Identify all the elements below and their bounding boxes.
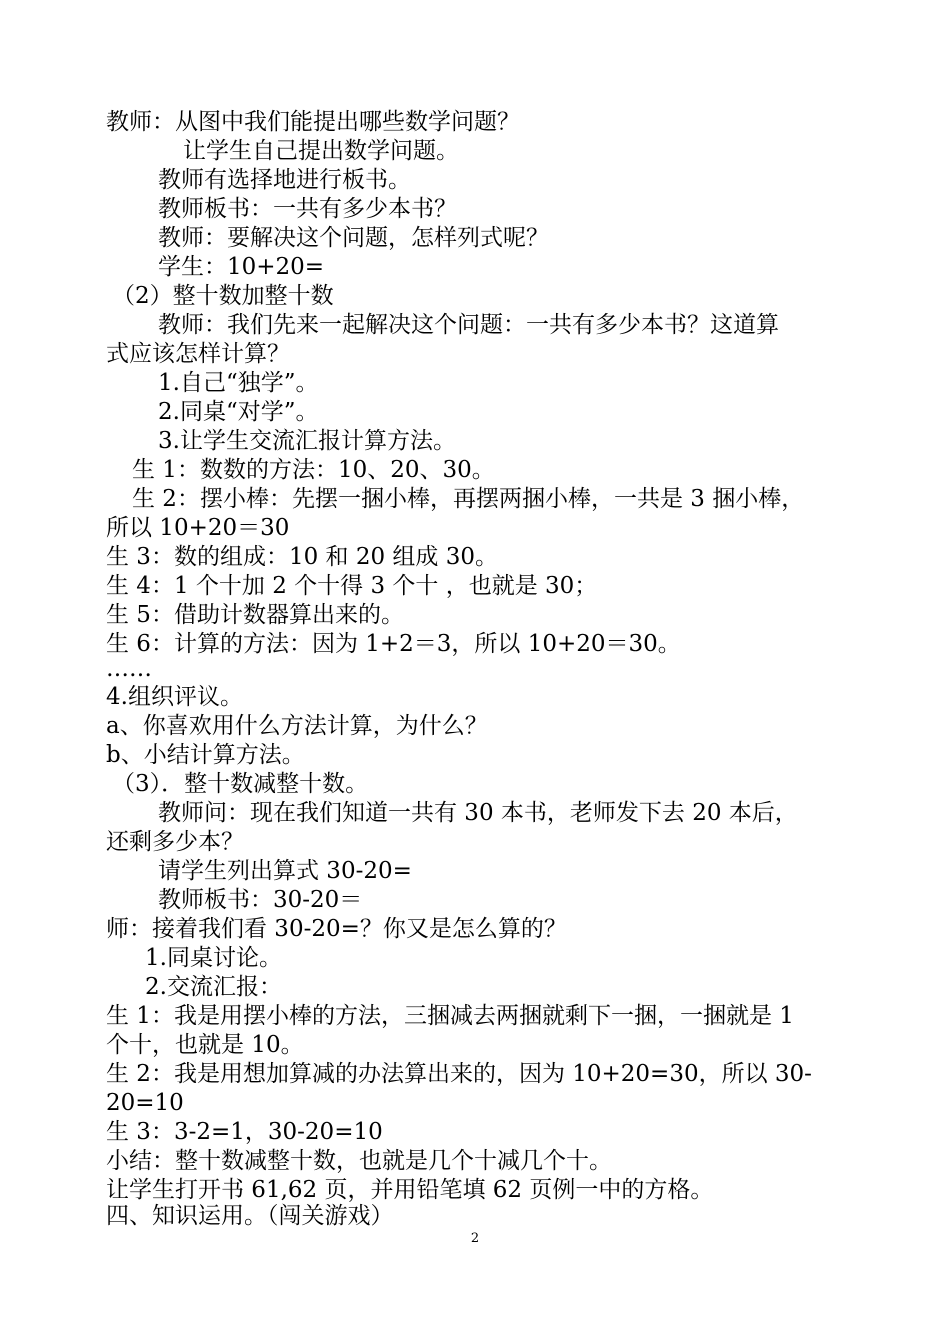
text-line: 1.同桌讨论。 (145, 945, 282, 971)
text-line: 2.交流汇报： (145, 974, 282, 1000)
text-line: 教师板书：30-20＝ (158, 887, 363, 913)
text-line: 式应该怎样计算？ (106, 341, 290, 367)
text-line: 20=10 (106, 1090, 184, 1116)
text-line: 教师：我们先来一起解决这个问题：一共有多少本书？这道算 (158, 312, 779, 338)
section-heading: （3）．整十数减整十数。 (112, 771, 369, 797)
section-heading: 四、知识运用。（闯关游戏） (106, 1203, 394, 1229)
text-line: 生 3：3-2=1，30-20=10 (106, 1119, 383, 1145)
text-line: 教师：从图中我们能提出哪些数学问题？ (106, 109, 520, 135)
text-line: 4.组织评议。 (106, 684, 243, 710)
text-line: 1.自己“独学”。 (158, 370, 319, 396)
text-line: b、小结计算方法。 (106, 742, 305, 768)
text-line: 师：接着我们看 30-20=？你又是怎么算的？ (106, 916, 567, 942)
text-line: 3.让学生交流汇报计算方法。 (158, 428, 456, 454)
text-line: 生 2：我是用想加算减的办法算出来的，因为 10+20=30，所以 30- (106, 1061, 812, 1087)
text-line: 生 6：计算的方法：因为 1+2＝3，所以 10+20＝30。 (106, 631, 681, 657)
ellipsis-line: …… (106, 656, 152, 682)
text-line: 生 4：1 个十加 2 个十得 3 个十 ，也就是 30； (106, 573, 598, 599)
text-line: 学生：10+20= (158, 254, 325, 280)
text-line: 生 1：我是用摆小棒的方法，三捆减去两捆就剩下一捆，一捆就是 1 (106, 1003, 794, 1029)
section-heading: （2）整十数加整十数 (112, 283, 334, 309)
text-line: 还剩多少本？ (106, 829, 244, 855)
text-line: 让学生打开书 61,62 页，并用铅笔填 62 页例一中的方格。 (106, 1177, 714, 1203)
text-line: 生 3：数的组成：10 和 20 组成 30。 (106, 544, 498, 570)
text-line: 所以 10+20＝30 (106, 515, 290, 541)
text-line: 2.同桌“对学”。 (158, 399, 319, 425)
text-line: 生 2：摆小棒：先摆一捆小棒，再摆两捆小棒，一共是 3 捆小棒， (132, 486, 805, 512)
text-line: 教师：要解决这个问题，怎样列式呢？ (158, 225, 549, 251)
text-line: 生 1：数数的方法：10、20、30。 (132, 457, 495, 483)
text-line: 教师有选择地进行板书。 (158, 167, 411, 193)
page-number: 2 (470, 1231, 480, 1246)
text-line: 让学生自己提出数学问题。 (183, 138, 459, 164)
text-line: 教师板书：一共有多少本书？ (158, 196, 457, 222)
text-line: 个十，也就是 10。 (106, 1032, 304, 1058)
text-line: 教师问：现在我们知道一共有 30 本书，老师发下去 20 本后， (158, 800, 798, 826)
text-line: 小结：整十数减整十数，也就是几个十减几个十。 (106, 1148, 612, 1174)
text-line: a、你喜欢用什么方法计算，为什么？ (106, 713, 488, 739)
text-line: 生 5：借助计数器算出来的。 (106, 602, 404, 628)
text-line: 请学生列出算式 30-20= (158, 858, 412, 884)
